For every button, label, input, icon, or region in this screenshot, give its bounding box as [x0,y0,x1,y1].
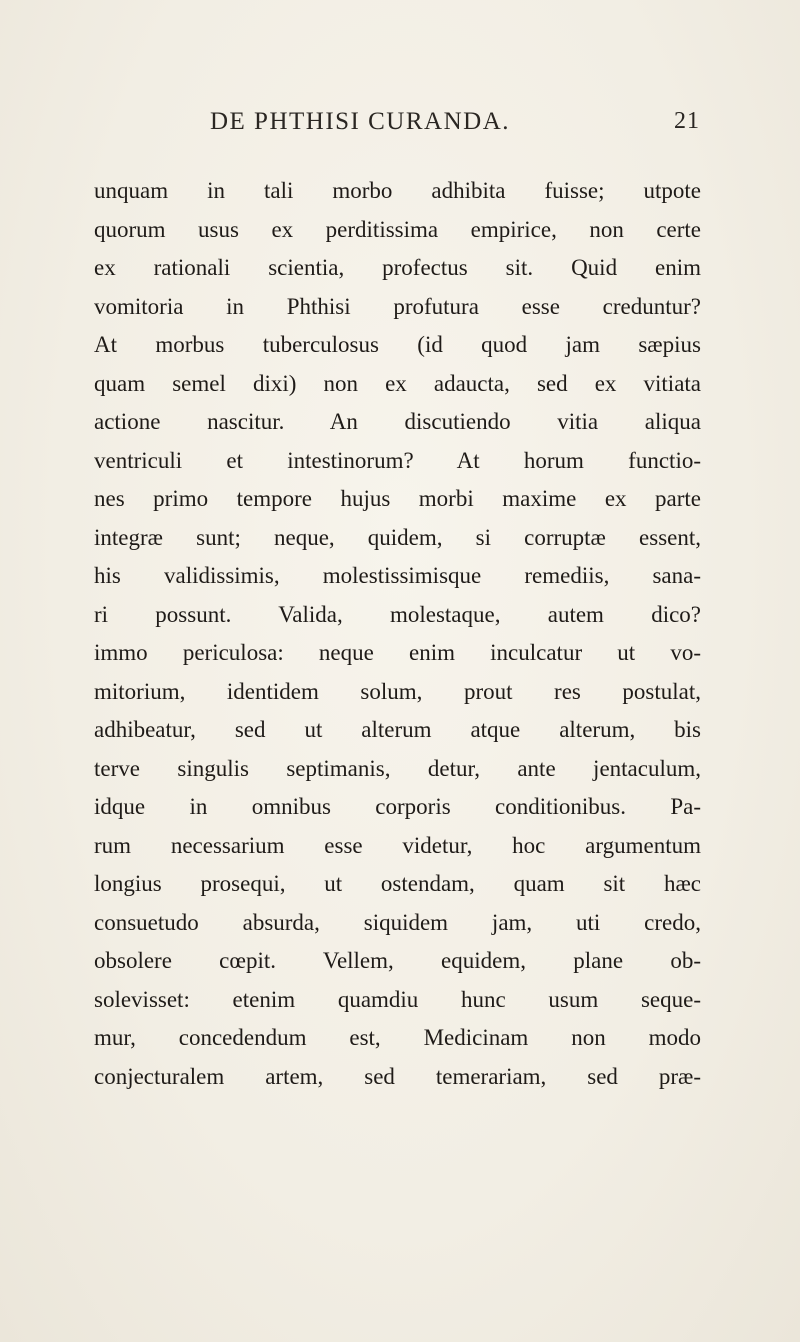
text-line: vomitoria in Phthisi profutura esse creduntur? [94,293,701,319]
running-title: DE PHTHISI CURANDA. [209,108,511,135]
text-line: consuetudo absurda, siquidem jam, uti credo, [94,909,701,935]
text-line: longius prosequi, ut ostendam, quam sit hæc [94,871,701,896]
text-line: idque in omnibus corporis conditionibus. Pa- [94,794,701,819]
text-line: adhibeatur, sed ut alterum atque alterum, bis [94,717,701,742]
text-line: actione nascitur. An discutiendo vitia aliqua [94,409,701,434]
page-number: 21 [674,108,700,134]
body-text [94,172,701,1096]
text-line: solevisset: etenim quamdiu hunc usum seque- [94,986,701,1012]
text-line: nes primo tempore hujus morbi maxime ex parte [94,486,701,511]
text-line: mitorium, identidem solum, prout res postulat, [94,678,701,704]
text-line: terve singulis septimanis, detur, ante jentaculum, [94,755,701,781]
text-line: conjecturalem artem, sed temerariam, sed præ- [94,1063,701,1089]
text-line: ri possunt. Valida, molestaque, autem dico? [94,601,701,627]
text-line: obsolere cœpit. Vellem, equidem, plane ob- [94,948,701,973]
text-line: quam semel dixi) non ex adaucta, sed ex vitiata [94,370,701,396]
text-line: unquam in tali morbo adhibita fuisse; utpote [94,178,701,203]
text-line: integræ sunt; neque, quidem, si corruptæ essent, [94,524,701,550]
text-line: quorum usus ex perditissima empirice, non certe [94,216,701,242]
text-line: mur, concedendum est, Medicinam non modo [94,1025,701,1050]
text-line: rum necessarium esse videtur, hoc argumentum [94,832,701,858]
text-line: At morbus tuberculosus (id quod jam sæpius [94,332,701,357]
text-line: ex rationali scientia, profectus sit. Quid enim [94,255,701,280]
text-line: immo periculosa: neque enim inculcatur ut vo- [94,640,701,665]
running-head [100,108,700,144]
text-line: his validissimis, molestissimisque remediis, sana- [94,563,701,588]
text-line: ventriculi et intestinorum? At horum functio- [94,447,701,473]
